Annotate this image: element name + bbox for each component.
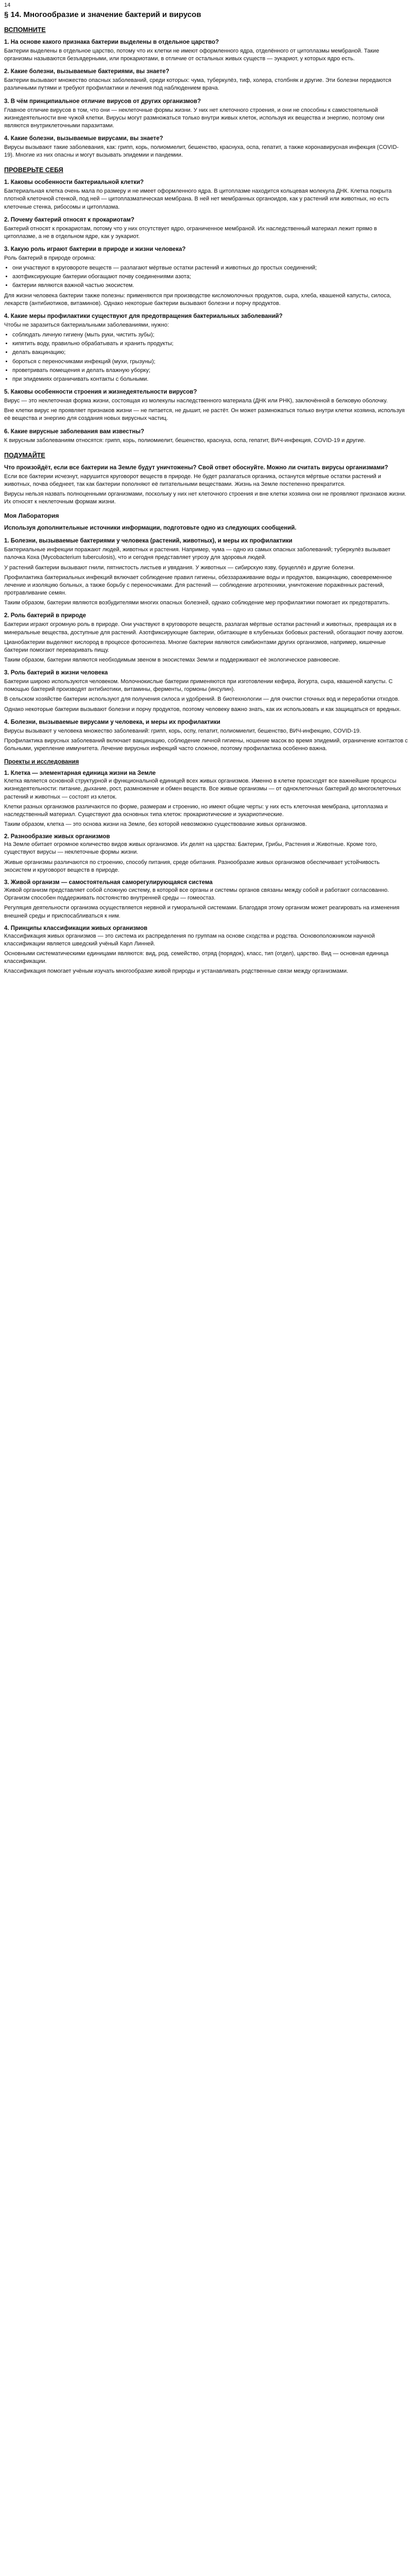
list-item: • делать вакцинацию; [12,349,408,357]
research-r1-text: Клетка является основной структурной и функциональной единицей всех живых организмов. Именно в клетке происходят все важнейшие процессы жизнедеятельности: питание, дыхание, рост, размножение и обмен веществ. Все живые организмы — от одноклеточных бактерий до многоклеточных растений и животных — состоят из клеток. [4,778,401,800]
lab-m4-text2: Профилактика вирусных заболеваний включает вакцинацию, соблюдение личной гигиены, ношение масок во время эпидемий, ограничение контактов с больными, укрепление иммунитета. Лечение вирусных инфекций часто сложное, поэтому профилактика особенно важна. [4,737,408,752]
check-q4-title: 4. Какие меры профилактики существуют для предотвращения бактериальных заболеваний? [4,313,283,319]
lab-m2-title: 2. Роль бактерий в природе [4,613,87,619]
check-q5-text: Вирус — это неклеточная форма жизни, состоящая из молекулы наследственного материала (ДНК или РНК), заключённой в белковую оболочку. [4,398,388,404]
research-r4-text2: Основными систематическими единицами являются: вид, род, семейство, отряд (порядок), класс, тип (отдел), царство. Вид — основная единица классификации. [4,951,389,965]
research-r4-text3: Классификация помогает учёным изучать многообразие живой природы и устанавливать родственные связи между организмами. [4,968,349,975]
remember-q2-text: Бактерии вызывают множество опасных заболеваний, среди которых: чума, туберкулёз, тиф, холера, столбняк и другие. Эти болезни передаются различными путями и требуют профилактики и лечения под наблюдением врача. [4,77,391,92]
think-text2: Вирусы нельзя назвать полноценными организмами, поскольку у них нет клеточного строения и вне клетки хозяина они не проявляют признаков жизни. Их относят к неклеточным формам жизни. [4,490,406,505]
lab-m1-text: Бактериальные инфекции поражают людей, животных и растения. Например, чума — одно из самых опасных заболеваний; туберкулёз вызывает палочка Коха (Mycobacterium tuberculosis), что и сегодня представляет угрозу для здоровья людей. [4,547,391,561]
lab-m3-text2: В сельском хозяйстве бактерии используют для получения силоса и удобрений. В биотехнологии — для очистки сточных вод и переработки отходов. [4,696,400,703]
lab-m4-title: 4. Болезни, вызываемые вирусами у человека, и меры их профилактики [4,719,220,725]
research-r3-title: 3. Живой организм — самостоятельная саморегулирующаяся система [4,879,213,886]
list-item: • кипятить воду, правильно обрабатывать и хранить продукты; [12,340,408,348]
lab-intro: Используя дополнительные источники информации, подготовьте одно из следующих сообщений. [4,525,297,532]
remember-q3-text: Главное отличие вирусов в том, что они — неклеточные формы жизни. У них нет клеточного строения, и они не способны к самостоятельной жизнедеятельности вне чужой клетки. Вирусы могут размножаться только внутри живых клеток, используя их вещества и энергию, поэтому они являются внутриклеточными паразитами. [4,107,385,129]
list-item: • бактерии являются важной частью экосистем. [12,282,408,290]
think-text: Если все бактерии исчезнут, нарушится круговорот веществ в природе. Не будет разлагаться органика, останутся мёртвые остатки растений и животных, почва обеднеет, так как бактерии пополняют её питательными веществами. Жизнь на Земле постепенно прекратится. [4,473,381,487]
research-r2-text: На Земле обитает огромное количество видов живых организмов. Их делят на царства: Бактерии, Грибы, Растения и Животные. Кроме того, существуют вирусы — неклеточные формы жизни. [4,841,377,856]
research-r1-text3: Таким образом, клетка — это основа жизни на Земле, без которой невозможно существование живых организмов. [4,821,307,828]
lab-m2-text: Бактерии играют огромную роль в природе. Они участвуют в круговороте веществ, разлагая мёртвые остатки растений и животных, превращая их в минеральные вещества, доступные для растений. Азотфиксирующие бактерии, обитающие в клубеньках бобовых растений, обогащают почву азотом. [4,621,404,636]
page-number: 14 [4,2,11,8]
check-q4-intro: Чтобы не заразиться бактериальными заболеваниями, нужно: [4,321,169,328]
check-q5-text2: Вне клетки вирус не проявляет признаков жизни — не питается, не дышит, не растёт. Он может размножаться только внутри клетки хозяина, используя её вещества и энергию для создания новых вирусных частиц. [4,408,405,422]
check-q2-text: Бактерий относят к прокариотам, потому что у них отсутствует ядро, ограниченное мембраной. Их наследственный материал лежит прямо в цитоплазме, а не в отдельном ядре, как у эукариот. [4,225,377,240]
check-q6-title: 6. Какие вирусные заболевания вам известны? [4,428,145,435]
research-r2-title: 2. Разнообразие живых организмов [4,834,110,840]
remember-q4-title: 4. Какие болезни, вызываемые вирусами, вы знаете? [4,135,163,142]
remember-q1-title: 1. На основе какого признака бактерии выделены в отдельное царство? [4,39,219,45]
think-question: Что произойдёт, если все бактерии на Земле будут уничтожены? Свой ответ обоснуйте. Можно ли считать вирусы организмами? [4,464,388,471]
check-q1-text: Бактериальная клетка очень мала по размеру и не имеет оформленного ядра. В цитоплазме находится кольцевая молекула ДНК. Клетка покрыта плотной клеточной стенкой, под ней — цитоплазматическая мембрана. В ней нет мембранных органоидов, как у растений или животных, но есть клеточные стенка, рибосомы и цитоплазма. [4,188,392,210]
list-item: • бороться с переносчиками инфекций (мухи, грызуны); [12,358,408,366]
remember-q4-text: Вирусы вызывают такие заболевания, как: грипп, корь, полиомиелит, бешенство, краснуха, оспа, гепатит, а также коронавирусная инфекция (COVID-19). Многие из них опасны и могут вызывать эпидемии и пандемии. [4,144,399,159]
page-title: § 14. Многообразие и значение бактерий и вирусов [4,10,201,19]
lab-m4-text: Вирусы вызывают у человека множество заболеваний: грипп, корь, оспу, гепатит, полиомиелит, бешенство, ВИЧ-инфекцию, COVID-19. [4,727,361,734]
lab-m3-text3: Однако некоторые бактерии вызывают болезни и порчу продуктов, поэтому человеку важно знать, как их использовать и как защищаться от вредных. [4,706,401,713]
list-item: • соблюдать личную гигиену (мыть руки, чистить зубы); [12,331,408,339]
check-q5-title: 5. Каковы особенности строения и жизнедеятельности вирусов? [4,389,197,396]
check-q3-intro: Роль бактерий в природе огромна: [4,255,96,261]
remember-q2-title: 2. Какие болезни, вызываемые бактериями, вы знаете? [4,69,169,75]
lab-m1-title: 1. Болезни, вызываемые бактериями у человека (растений, животных), и меры их профилактики [4,538,293,545]
check-q3-list [12,264,408,290]
remember-q1-text: Бактерии выделены в отдельное царство, потому что их клетки не имеют оформленного ядра, отделённого от цитоплазмы мембраной. Такие организмы называются безъядерными, или прокариотами, в отличие от остальных живых существ — эукариот, у которых ядро есть. [4,47,380,62]
list-item: • азотфиксирующие бактерии обогащают почву соединениями азота; [12,273,408,281]
check-q1-title: 1. Каковы особенности бактериальной клетки? [4,179,144,186]
list-item: • проветривать помещения и делать влажную уборку; [12,367,408,375]
check-q4-list [12,331,408,383]
check-heading: ПРОВЕРЬТЕ СЕБЯ [4,166,63,174]
check-q6-text: К вирусным заболеваниям относятся: грипп, корь, полиомиелит, бешенство, краснуха, оспа, гепатит, ВИЧ-инфекция, COVID-19 и другие. [4,437,366,444]
research-r4-text: Классификация живых организмов — это система их распределения по группам на основе сходства и родства. Основоположником научной классификации является шведский учёный Карл Линней. [4,933,375,947]
check-q3-title: 3. Какую роль играют бактерии в природе и жизни человека? [4,246,186,253]
lab-heading: Моя Лаборатория [4,512,59,520]
list-item: • при эпидемиях ограничивать контакты с больными. [12,376,408,383]
research-r1-text2: Клетки разных организмов различаются по форме, размерам и строению, но имеют общие черты: у них есть клеточная мембрана, цитоплазма и наследственный материал. Существуют два основных типа клеток: прокариотические и эукариотические. [4,803,388,818]
research-r4-title: 4. Принципы классификации живых организмов [4,925,148,931]
lab-m1-text2: У растений бактерии вызывают гнили, пятнистость листьев и увядания. У животных — сибирскую язву, бруцеллёз и другие болезни. [4,564,355,571]
check-q3-text: Для жизни человека бактерии также полезны: применяются при производстве кисломолочных продуктов, сыра, хлеба, квашеной капусты, силоса, лекарств (антибиотиков, витаминов). Однако некоторые бактерии вызывают болезни и порчу продуктов. [4,292,391,307]
think-heading: ПОДУМАЙТЕ [4,451,45,459]
research-r3-text: Живой организм представляет собой сложную систему, в которой все органы и системы органов связаны между собой и работают согласованно. Организм способен поддерживать постоянство внутренней среды — гомеостаз. [4,887,389,902]
check-q2-title: 2. Почему бактерий относят к прокариотам? [4,216,134,223]
remember-heading: ВСПОМНИТЕ [4,26,46,33]
lab-m1-text3: Профилактика бактериальных инфекций включает соблюдение правил гигиены, обеззараживание воды и продуктов, вакцинацию, своевременное лечение и изоляцию больных, а также борьбу с переносчиками. Для растений — соблюдение агротехники, уничтожение поражённых растений, протравливание семян. [4,574,392,597]
remember-q3-title: 3. В чём принципиальное отличие вирусов от других организмов? [4,98,201,105]
research-heading: Проекты и исследования [4,759,79,766]
lab-m2-text2: Цианобактерии выделяют кислород в процессе фотосинтеза. Многие бактерии являются симбионтами других организмов, например, кишечные бактерии помогают переваривать пищу. [4,639,386,653]
lab-m1-text4: Таким образом, бактерии являются возбудителями многих опасных болезней, однако соблюдение мер профилактики помогает их предотвратить. [4,600,390,606]
lab-m2-text3: Таким образом, бактерии являются необходимым звеном в экосистемах Земли и поддерживают её экологическое равновесие. [4,657,340,664]
list-item: • они участвуют в круговороте веществ — разлагают мёртвые остатки растений и животных до простых соединений; [12,264,408,272]
research-r2-text2: Живые организмы различаются по строению, способу питания, среде обитания. Разнообразие живых организмов обеспечивает устойчивость экосистем и круговорот веществ в природе. [4,859,380,873]
research-r1-title: 1. Клетка — элементарная единица жизни на Земле [4,770,156,777]
research-r3-text2: Регуляция деятельности организма осуществляется нервной и гуморальной системами. Благодаря этому организм может реагировать на изменения внешней среды и приспосабливаться к ним. [4,905,400,919]
lab-m3-text: Бактерии широко используются человеком. Молочнокислые бактерии применяются при изготовлении кефира, йогурта, сыра, квашеной капусты. С помощью бактерий производят антибиотики, витамины, ферменты, гормоны (инсулин). [4,679,393,693]
lab-m3-title: 3. Роль бактерий в жизни человека [4,670,108,676]
